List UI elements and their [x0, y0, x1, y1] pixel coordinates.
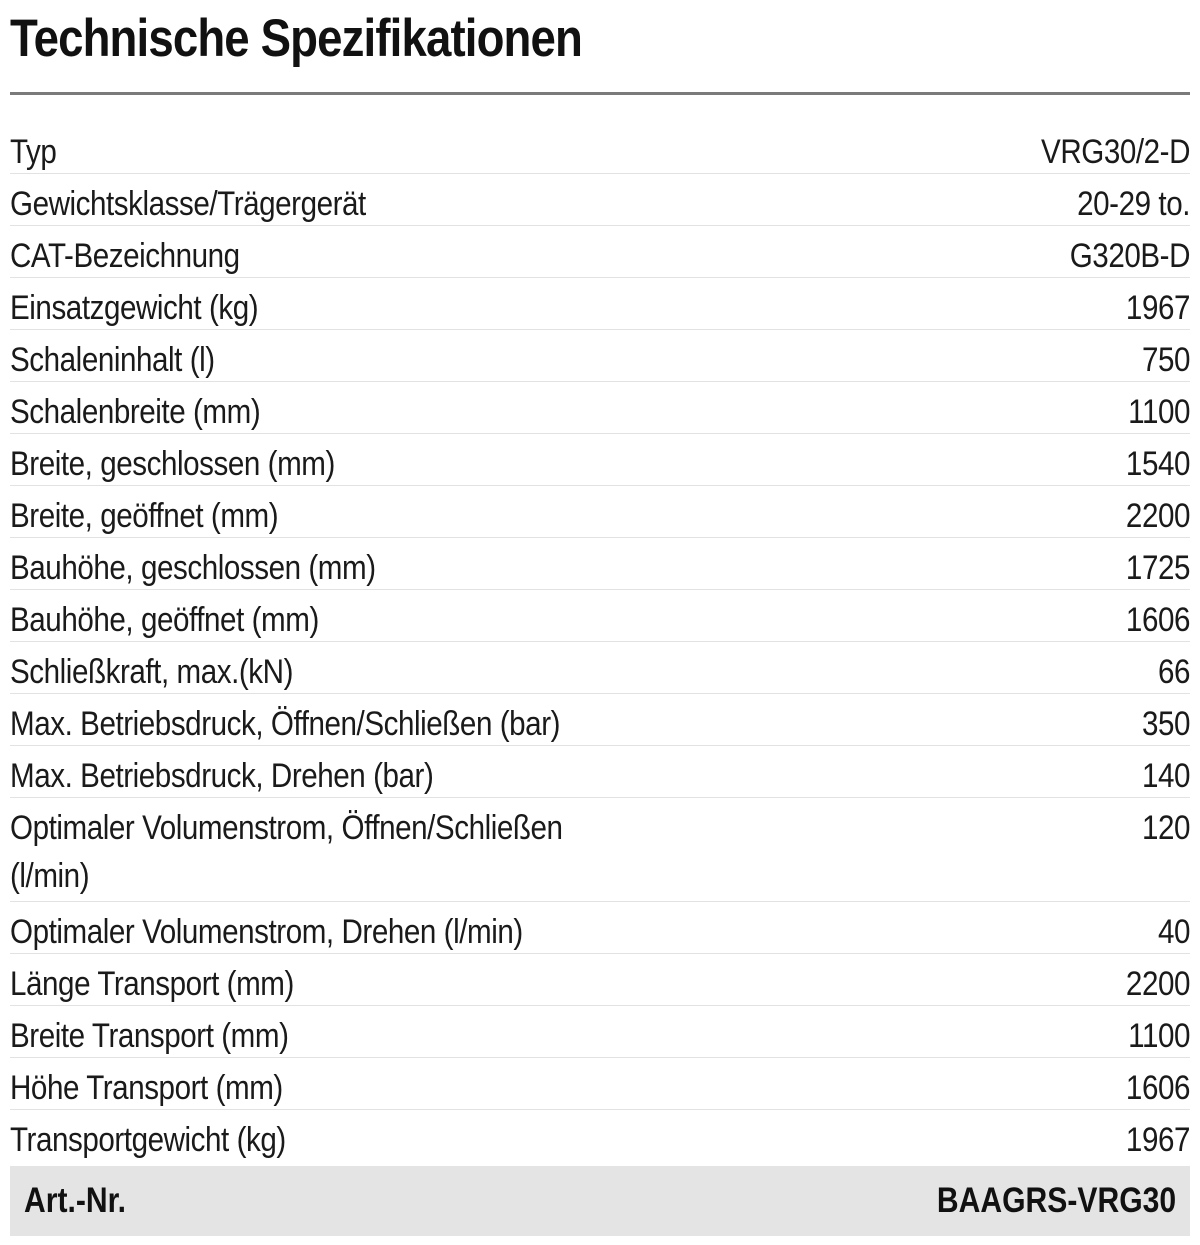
- spec-label: CAT-Bezeichnung: [10, 237, 240, 275]
- spec-value: 350: [1141, 705, 1190, 743]
- spec-value: 1100: [1128, 1017, 1190, 1055]
- spec-value: 1606: [1125, 1069, 1190, 1107]
- article-number-value: BAAGRS-VRG30: [936, 1181, 1176, 1220]
- spec-value: 1967: [1125, 1121, 1190, 1159]
- spec-label: Max. Betriebsdruck, Drehen (bar): [10, 757, 434, 795]
- spec-value: 120: [1141, 809, 1190, 847]
- page-title: Technische Spezifikationen: [10, 9, 583, 68]
- spec-row-volumenstrom-oeffnen: [10, 798, 1190, 902]
- spec-label: Bauhöhe, geschlossen (mm): [10, 549, 376, 587]
- spec-row-bauhoehe-geschlossen: [10, 538, 1190, 590]
- spec-label: Breite, geschlossen (mm): [10, 445, 335, 483]
- spec-label: Gewichtsklasse/Trägergerät: [10, 185, 366, 223]
- spec-label: Breite, geöffnet (mm): [10, 497, 279, 535]
- spec-label: Optimaler Volumenstrom, Öffnen/Schließen (l/min): [10, 809, 563, 895]
- spec-row-volumenstrom-drehen: [10, 902, 1190, 954]
- spec-row-schaleninhalt: [10, 330, 1190, 382]
- spec-row-hoehe-transport: [10, 1058, 1190, 1110]
- article-number-bar: [10, 1166, 1190, 1236]
- spec-label: Schließkraft, max.(kN): [10, 653, 293, 691]
- spec-row-breite-transport: [10, 1006, 1190, 1058]
- spec-row-breite-geoeffnet: [10, 486, 1190, 538]
- title-divider: [10, 92, 1190, 95]
- spec-value: 20-29 to.: [1077, 185, 1190, 223]
- spec-label: Bauhöhe, geöffnet (mm): [10, 601, 319, 639]
- spec-label: Typ: [10, 133, 57, 171]
- spec-row-gewichtsklasse: [10, 174, 1190, 226]
- spec-value: VRG30/2-D: [1041, 133, 1190, 171]
- spec-row-cat-bezeichnung: [10, 226, 1190, 278]
- spec-value: G320B-D: [1069, 237, 1190, 275]
- spec-label: Schaleninhalt (l): [10, 341, 215, 379]
- spec-label: Transportgewicht (kg): [10, 1121, 286, 1159]
- spec-row-schalenbreite: [10, 382, 1190, 434]
- spec-value: 40: [1157, 913, 1190, 951]
- spec-row-einsatzgewicht: [10, 278, 1190, 330]
- spec-label: Schalenbreite (mm): [10, 393, 261, 431]
- spec-value: 2200: [1125, 497, 1190, 535]
- spec-label: Höhe Transport (mm): [10, 1069, 283, 1107]
- spec-value: 1606: [1125, 601, 1190, 639]
- spec-value: 140: [1141, 757, 1190, 795]
- spec-label: Max. Betriebsdruck, Öffnen/Schließen (bar): [10, 705, 561, 743]
- spec-row-laenge-transport: [10, 954, 1190, 1006]
- spec-value: 1725: [1125, 549, 1190, 587]
- spec-row-bauhoehe-geoeffnet: [10, 590, 1190, 642]
- spec-row-betriebsdruck-oeffnen: [10, 694, 1190, 746]
- spec-value: 2200: [1125, 965, 1190, 1003]
- spec-value: 1967: [1125, 289, 1190, 327]
- spec-row-betriebsdruck-drehen: [10, 746, 1190, 798]
- spec-value: 1100: [1128, 393, 1190, 431]
- spec-label: Einsatzgewicht (kg): [10, 289, 259, 327]
- spec-table: [10, 122, 1190, 1162]
- spec-label: Länge Transport (mm): [10, 965, 294, 1003]
- spec-value: 1540: [1125, 445, 1190, 483]
- spec-row-typ: [10, 122, 1190, 174]
- spec-label: Breite Transport (mm): [10, 1017, 289, 1055]
- spec-row-transportgewicht: [10, 1110, 1190, 1162]
- spec-value: 66: [1157, 653, 1190, 691]
- article-number-label: Art.-Nr.: [24, 1181, 127, 1220]
- spec-value: 750: [1141, 341, 1190, 379]
- spec-row-schliesskraft: [10, 642, 1190, 694]
- spec-row-breite-geschlossen: [10, 434, 1190, 486]
- spec-label: Optimaler Volumenstrom, Drehen (l/min): [10, 913, 523, 951]
